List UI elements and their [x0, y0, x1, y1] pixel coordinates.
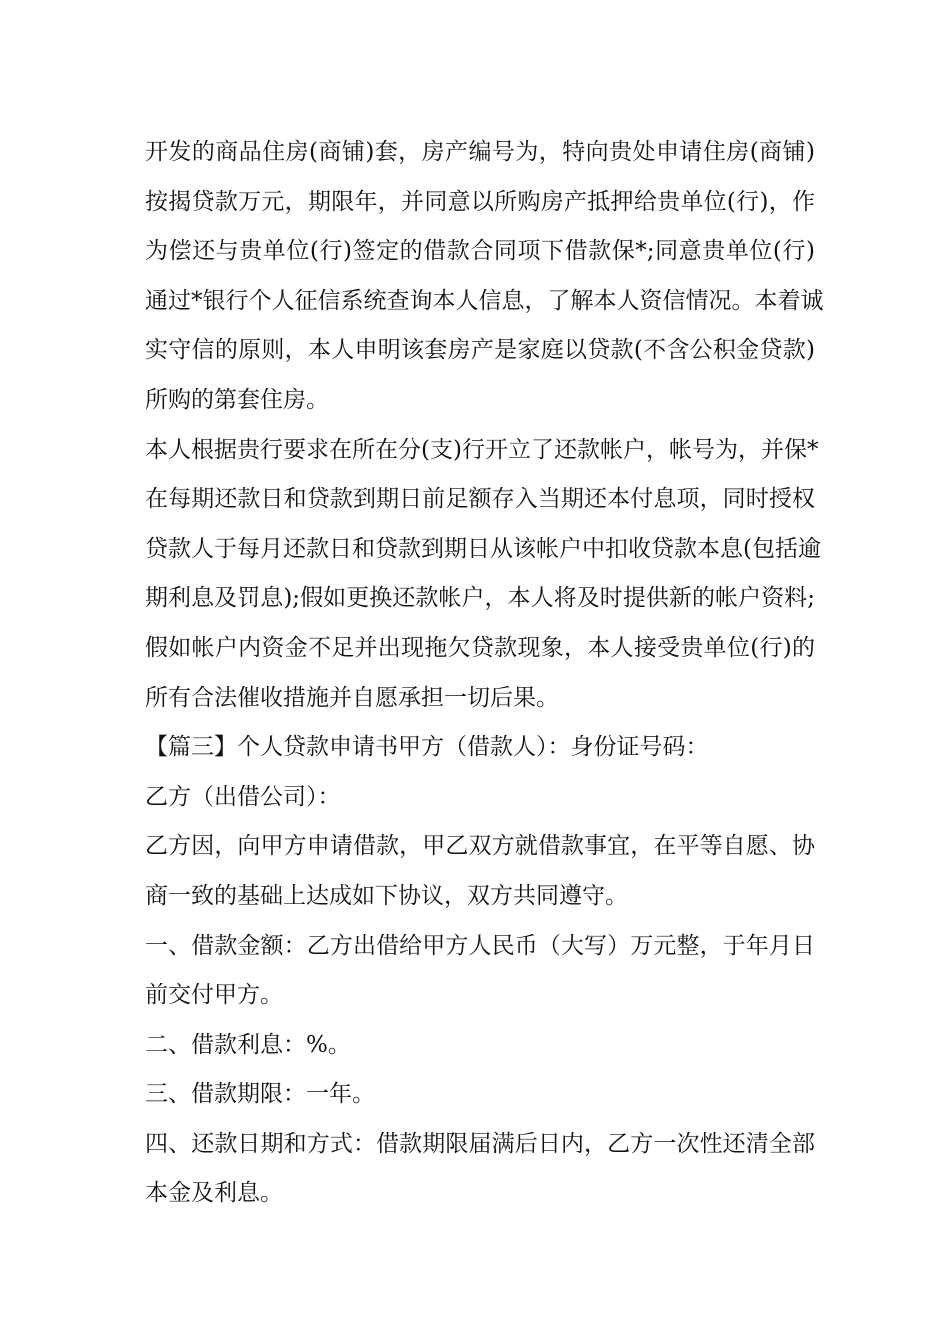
text-line: 前交付甲方。	[145, 982, 283, 1009]
section-heading: 【篇三】个人贷款申请书甲方（借款人）：身份证号码：	[145, 734, 709, 761]
text-line: 假如帐户内资金不足并出现拖欠贷款现象，本人接受贵单位(行)的	[145, 634, 815, 661]
text-line: 三、借款期限：一年。	[145, 1081, 375, 1108]
text-line: 所购的第套住房。	[145, 386, 329, 413]
text-line: 二、借款利息：%。	[145, 1031, 351, 1058]
text-line: 乙方因，向甲方申请借款，甲乙双方就借款事宜，在平等自愿、协	[145, 833, 815, 860]
text-line: 期利息及罚息);假如更换还款帐户，本人将及时提供新的帐户资料;	[145, 585, 815, 612]
text-line: 一、借款金额：乙方出借给甲方人民币（大写）万元整，于年月日	[145, 932, 815, 959]
text-line: 为偿还与贵单位(行)签定的借款合同项下借款保*;同意贵单位(行)	[145, 238, 815, 265]
text-line: 按揭贷款万元，期限年，并同意以所购房产抵押给贵单位(行)，作	[145, 188, 815, 215]
text-line: 贷款人于每月还款日和贷款到期日从该帐户中扣收贷款本息(包括逾	[145, 535, 821, 562]
text-line: 乙方（出借公司）：	[145, 783, 341, 810]
text-line: 所有合法催收措施并自愿承担一切后果。	[145, 684, 559, 711]
document-body	[145, 128, 824, 1219]
text-line: 开发的商品住房(商铺)套，房产编号为，特向贵处申请住房(商铺)	[145, 139, 815, 165]
text-line: 通过*银行个人征信系统查询本人信息，了解本人资信情况。本着诚	[145, 287, 824, 314]
text-line: 四、还款日期和方式：借款期限届满后日内，乙方一次性还清全部	[145, 1130, 815, 1157]
text-line: 商一致的基础上达成如下协议，双方共同遵守。	[145, 882, 628, 909]
text-line: 本金及利息。	[145, 1180, 283, 1207]
text-line: 本人根据贵行要求在所在分(支)行开立了还款帐户，帐号为，并保*	[145, 436, 819, 463]
text-line: 在每期还款日和贷款到期日前足额存入当期还本付息项，同时授权	[145, 486, 815, 513]
text-line: 实守信的原则，本人申明该套房产是家庭以贷款(不含公积金贷款)	[145, 337, 815, 364]
